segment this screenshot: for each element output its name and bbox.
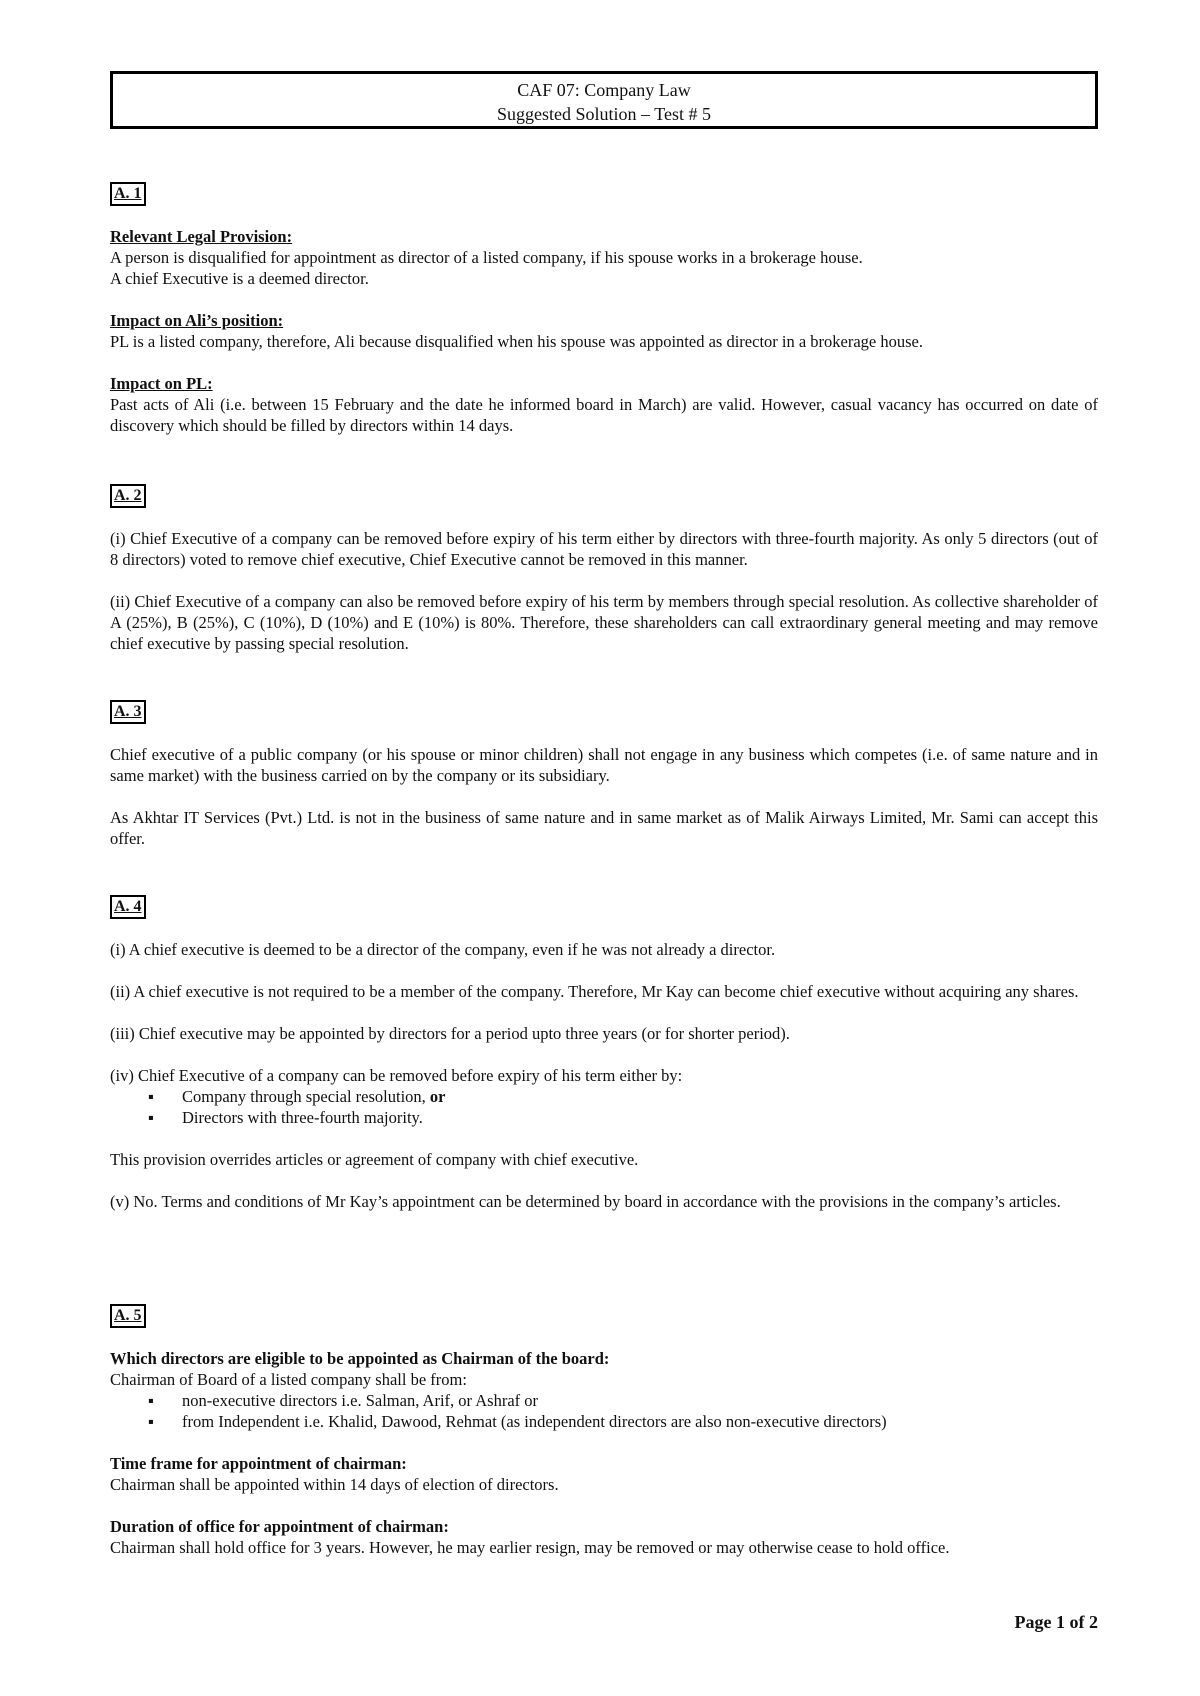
document-title: Suggested Solution – Test # 5 <box>497 104 711 124</box>
answer-5 <box>110 1304 1098 1558</box>
page-number: Page 1 of 2 <box>1014 1612 1098 1632</box>
paragraph: Chairman shall be appointed within 14 days of election of directors. <box>110 1475 559 1494</box>
section-heading: Time frame for appointment of chairman: <box>110 1454 407 1473</box>
course-title: CAF 07: Company Law <box>517 80 691 100</box>
list-item-or: or <box>429 1087 446 1106</box>
answer-1 <box>110 182 1098 436</box>
paragraph: (iv) Chief Executive of a company can be removed before expiry of his term either by: <box>110 1066 683 1085</box>
answer-number: A. 5 <box>110 1304 146 1328</box>
list-item: ▪ from Independent i.e. Khalid, Dawood, Rehmat (as independent directors are also non-executive directors) <box>182 1411 1098 1432</box>
paragraph: Chief executive of a public company (or his spouse or minor children) shall not engage in any business which competes (i.e. of same nature and in same market) with the business carried on by the company or its subsidiary. <box>110 745 1098 785</box>
paragraph: (ii) A chief executive is not required to be a member of the company. Therefore, Mr Kay can become chief executive without acquiring any shares. <box>110 982 1079 1001</box>
answer-number: A. 3 <box>110 700 146 724</box>
section-heading: Relevant Legal Provision: <box>110 227 293 246</box>
list-item: ▪ Directors with three-fourth majority. <box>182 1107 1098 1128</box>
bullet-list <box>110 1390 1098 1432</box>
answer-number: A. 2 <box>110 484 146 508</box>
section-heading: Impact on Ali’s position: <box>110 311 284 330</box>
paragraph: (i) Chief Executive of a company can be removed before expiry of his term either by directors with three-fourth majority. As only 5 directors (out of 8 directors) voted to remove chief executive, Chief Executive cannot be removed in this manner. <box>110 529 1098 569</box>
bullet-list <box>110 1086 1098 1128</box>
paragraph: This provision overrides articles or agreement of company with chief executive. <box>110 1150 639 1169</box>
paragraph: Past acts of Ali (i.e. between 15 February and the date he informed board in March) are valid. However, casual vacancy has occurred on date of discovery which should be filled by directors within 14 days. <box>110 395 1098 435</box>
page-header <box>110 71 1098 129</box>
section-heading: Duration of office for appointment of chairman: <box>110 1517 449 1536</box>
paragraph: (i) A chief executive is deemed to be a director of the company, even if he was not already a director. <box>110 940 776 959</box>
paragraph: (ii) Chief Executive of a company can also be removed before expiry of his term by members through special resolution. As collective shareholder of A (25%), B (25%), C (10%), D (10%) and E (10%) is 80%. Therefore, these shareholders can call extraordinary general meeting and may remove chief executive by passing special resolution. <box>110 592 1098 653</box>
paragraph: Chairman of Board of a listed company shall be from: <box>110 1370 467 1389</box>
answer-number: A. 4 <box>110 895 146 919</box>
list-item-text: Company through special resolution, <box>182 1087 430 1106</box>
answer-2 <box>110 484 1098 654</box>
answer-number: A. 1 <box>110 182 146 206</box>
list-item: ▪ non-executive directors i.e. Salman, Arif, or Ashraf or <box>182 1390 1098 1411</box>
answer-4 <box>110 895 1098 1212</box>
paragraph: A person is disqualified for appointment as director of a listed company, if his spouse works in a brokerage house. <box>110 248 863 267</box>
paragraph: As Akhtar IT Services (Pvt.) Ltd. is not in the business of same nature and in same market as of Malik Airways Limited, Mr. Sami can accept this offer. <box>110 808 1098 848</box>
answer-3 <box>110 700 1098 849</box>
section-heading: Which directors are eligible to be appointed as Chairman of the board: <box>110 1349 610 1368</box>
list-item <box>182 1086 1098 1107</box>
section-heading: Impact on PL: <box>110 374 213 393</box>
paragraph: (v) No. Terms and conditions of Mr Kay’s appointment can be determined by board in accordance with the provisions in the company’s articles. <box>110 1192 1061 1211</box>
title-box <box>110 71 1098 129</box>
paragraph: (iii) Chief executive may be appointed by directors for a period upto three years (or for shorter period). <box>110 1024 790 1043</box>
paragraph: A chief Executive is a deemed director. <box>110 269 369 288</box>
paragraph: Chairman shall hold office for 3 years. However, he may earlier resign, may be removed or may otherwise cease to hold office. <box>110 1538 950 1557</box>
paragraph: PL is a listed company, therefore, Ali because disqualified when his spouse was appointed as director in a brokerage house. <box>110 332 924 351</box>
